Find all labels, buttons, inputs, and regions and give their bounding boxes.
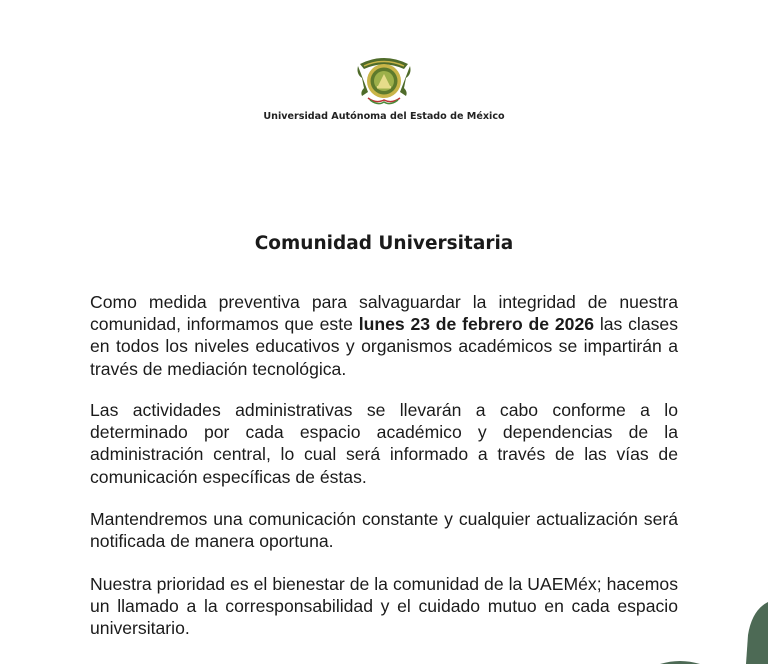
- paragraph-1-text-start: Como medida preventiva para salvaguardar la integridad de nuestra comunidad, informamos que este: [90, 292, 678, 335]
- university-crest-icon: [354, 52, 414, 108]
- paragraph-1-text-end: las clases en todos los niveles educativos y organismos académicos se impartirán a través de mediación tecnológica.: [90, 314, 679, 379]
- paragraph-3: Mantendremos una comunicación constante y cualquier actualización será notificada de manera oportuna.: [90, 509, 678, 552]
- university-name: Universidad Autónoma del Estado de México: [263, 111, 505, 122]
- paragraph-1: [90, 291, 678, 380]
- document-title: Comunidad Universitaria: [254, 233, 514, 254]
- highlighted-date: lunes 23 de febrero de 2026: [358, 314, 595, 335]
- paragraph-4: Nuestra prioridad es el bienestar de la comunidad de la UAEMéx; hacemos un llamado a la corresponsabilidad y el cuidado mutuo en cada espacio universitario.: [90, 574, 678, 639]
- paragraph-2: Las actividades administrativas se llevarán a cabo conforme a lo determinado por cada espacio académico y dependencias de la administración central, lo cual será informado a través de las vías de comunicación específicas de éstas.: [90, 400, 678, 487]
